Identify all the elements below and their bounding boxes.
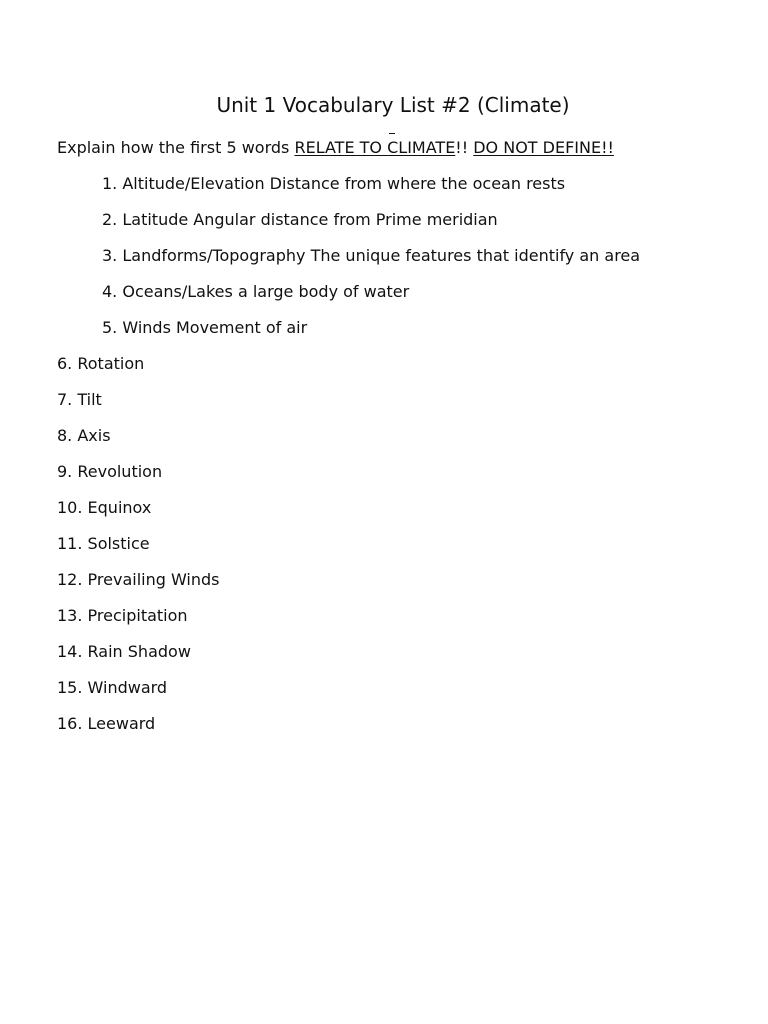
vocab-item-13: 13. Precipitation xyxy=(57,606,188,625)
vocab-item-8: 8. Axis xyxy=(57,426,111,445)
vocab-item-16: 16. Leeward xyxy=(57,714,156,733)
do-not-define-emphasis: DO NOT DEFINE!! xyxy=(473,138,614,157)
vocab-item-12: 12. Prevailing Winds xyxy=(57,570,220,589)
instructions-line xyxy=(57,137,614,159)
instructions-prefix: Explain how the first 5 words xyxy=(57,138,295,157)
vocab-item-14: 14. Rain Shadow xyxy=(57,642,191,661)
vocab-item-10: 10. Equinox xyxy=(57,498,152,517)
vocab-item-11: 11. Solstice xyxy=(57,534,150,553)
vocab-item-5: 5. Winds Movement of air xyxy=(102,318,308,337)
vocab-item-9: 9. Revolution xyxy=(57,462,163,481)
vocab-item-3: 3. Landforms/Topography The unique features that identify an area xyxy=(102,246,641,265)
vocab-item-6: 6. Rotation xyxy=(57,354,145,373)
vocab-item-2: 2. Latitude Angular distance from Prime meridian xyxy=(102,210,498,229)
vocab-item-4: 4. Oceans/Lakes a large body of water xyxy=(102,282,410,301)
vocab-item-15: 15. Windward xyxy=(57,678,168,697)
stray-underline-mark xyxy=(389,133,395,134)
relate-to-climate-emphasis: RELATE TO CLIMATE xyxy=(294,138,456,157)
document-title: Unit 1 Vocabulary List #2 (Climate) xyxy=(216,93,570,117)
vocab-item-7: 7. Tilt xyxy=(57,390,102,409)
vocab-item-1: 1. Altitude/Elevation Distance from where the ocean rests xyxy=(102,174,566,193)
instructions-middle: !! xyxy=(455,138,474,157)
